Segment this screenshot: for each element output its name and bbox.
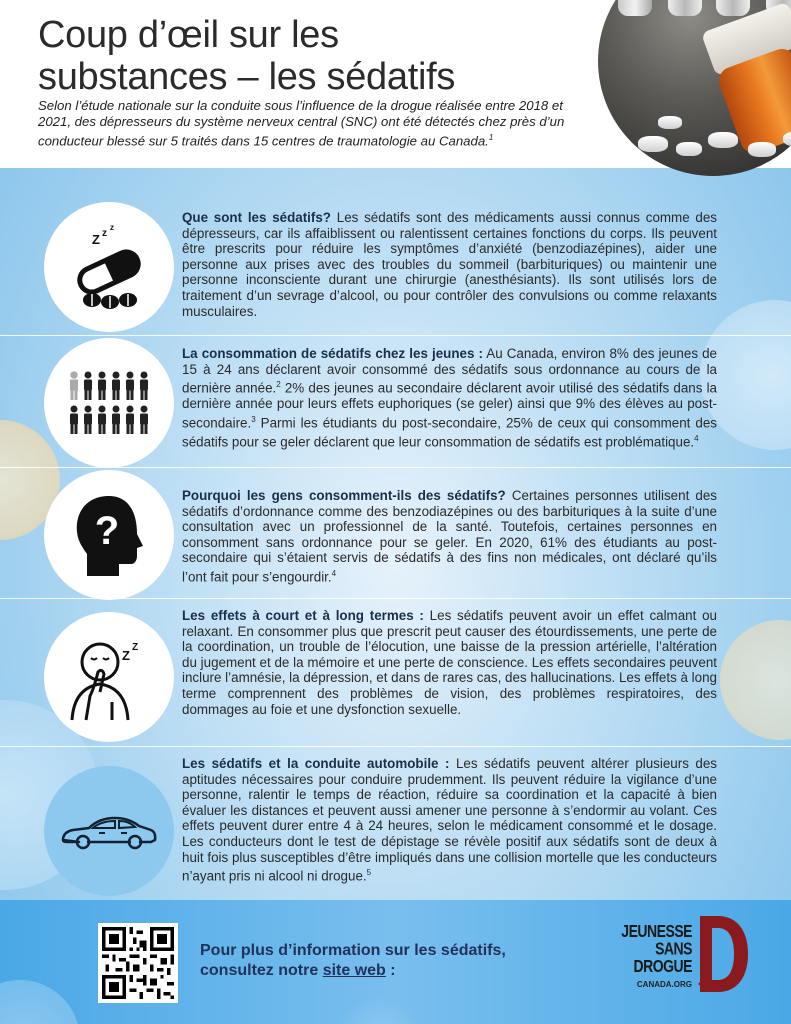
section-what-are-sedatives: Que sont les sédatifs? Les sédatifs sont des médicaments aussi connus comme des dépresseurs, car ils affaiblissent ou ralentissent certaines fonctions du corps. Ils peuvent être prescrits pour réduire les symptômes d’anxiété (benzodiazépines), aider une personne aux prises avec des troubles du sommeil (barbituriques) ou maintenir une personne inconsciente durant une chirurgie (anesthésiants). Ils sont utilisés lors de traitement d’un sevrage d’alcool, ou pour contrôler des convulsions ou comme relaxants musculaires. (182, 210, 717, 319)
sleepy-person-icon (64, 632, 154, 722)
logo-domain: CANADA.ORG (636, 980, 692, 989)
svg-text:z: z (110, 223, 114, 232)
section-short-long-effects: Les effets à court et à long termes : Les sédatifs peuvent avoir un effet calmant ou relaxant. En consommer plus que prescrit peut causer des étourdissements, une perte de la coordination, un trouble de l’élocution, une baisse de la pression artérielle, l’altération du jugement et de la mémoire et une perte de conscience. Les effets secondaires peuvent inclure l’amnésie, la dépression, et dans de rares cas, des hallucinations. Les effets à long terme comprennent des problèmes de vision, des problèmes respiratoires, des dommages au foie et une dysfonction sexuelle. (182, 608, 717, 717)
intro-text: Selon l’étude nationale sur la conduite sous l’influence de la drogue réalisée entre 2018 et 2021, des dépresseurs du système nerveux central (SNC) ont été détectés chez près d’un conducteur blessé sur 5 traités dans 15 centres de traumatologie au Canada.$^1$ (38, 98, 565, 149)
decorative-bubble (340, 996, 420, 1024)
section-heading: Que sont les sédatifs? (182, 210, 331, 225)
section-heading: Pourquoi les gens consomment-ils des sédatifs? (182, 488, 506, 503)
section-driving: Les sédatifs et la conduite automobile : Les sédatifs peuvent altérer plusieurs des aptitudes nécessaires pour conduire prudemment. Ils peuvent réduire la vigilance d’une personne, ralentir le temps de réaction, réduire sa coordination et la capacité à bien évaluer les distances et peuvent aussi amener une personne à s’endormir au volant. Ces effets peuvent durer entre 4 à 24 heures, selon le médicament consommé et le dosage. Les conducteurs dont le test de dépistage se révèle positif aux sédatifs sont de deux à huit fois plus susceptibles d’être impliqués dans une collision mortelle que les conducteurs n’ayant pris ni alcool ni drogue.$^5$ (182, 756, 717, 884)
svg-text:?: ? (94, 509, 120, 553)
section-icon-circle (44, 766, 174, 896)
head-question-icon (69, 492, 149, 578)
qr-code-icon (102, 927, 174, 999)
page-title: Coup d’œil sur les substances – les sédatifs (38, 14, 456, 98)
footer-cta: Pour plus d’information sur les sédatifs, consultez notre site web : (200, 942, 506, 979)
pill-sleep-icon (64, 222, 154, 312)
svg-text:Z: Z (92, 232, 100, 247)
section-icon-circle (44, 338, 174, 468)
svg-text:Z: Z (122, 648, 130, 663)
people-group-icon (67, 361, 151, 445)
section-heading: Les sédatifs et la conduite automobile : (182, 756, 450, 771)
decorative-bubble (0, 980, 80, 1024)
car-icon (59, 806, 159, 856)
section-why-consume: Pourquoi les gens consomment-ils des sédatifs? Certaines personnes utilisent des sédatifs d’ordonnance comme des benzodiazépines ou des barbituriques à la suite d’une consultation avec un professionnel de la santé. Toutefois, certaines personnes en consomment sans ordonnance pour se geler. En 2020, 61% des étudiants au post-secondaire qui s’étaient servis de sédatifs à des fins non médicales, ont déclaré qu’ils l’ont fait pour s’engourdir.$^4$ (182, 488, 717, 585)
section-icon-circle (44, 470, 174, 600)
website-link[interactable]: site web (322, 962, 386, 979)
svg-text:Z: Z (132, 642, 139, 653)
qr-code[interactable] (98, 923, 178, 1003)
svg-text:z: z (102, 228, 107, 239)
section-heading: Les effets à court et à long termes : (182, 608, 424, 623)
jeunesse-sans-drogue-logo (620, 914, 750, 994)
section-youth-consumption: La consommation de sédatifs chez les jeunes : Au Canada, environ 8% des jeunes de 15 à 24 ans déclarent avoir consommé des sédatifs sous ordonnance au cours de la dernière année.$^2$ 2% des jeunes au secondaire déclarent avoir utilisé des sédatifs dans la dernière année pour leurs effets euphoriques (se geler) ainsi que 9% des élèves au post-secondaire.$^3$ Parmi les étudiants du post-secondaire, 25% de ceux qui consomment des sédatifs pour se geler déclarent que leur consommation de sédatifs est problématique.$^4$ (182, 346, 717, 450)
logo-d-icon (696, 914, 750, 994)
section-icon-circle (44, 612, 174, 742)
section-heading: La consommation de sédatifs chez les jeunes : (182, 346, 483, 361)
section-icon-circle (44, 202, 174, 332)
logo-wordmark: JEUNESSE SANS DROGUE (621, 920, 692, 976)
decorative-bubble (720, 620, 791, 740)
